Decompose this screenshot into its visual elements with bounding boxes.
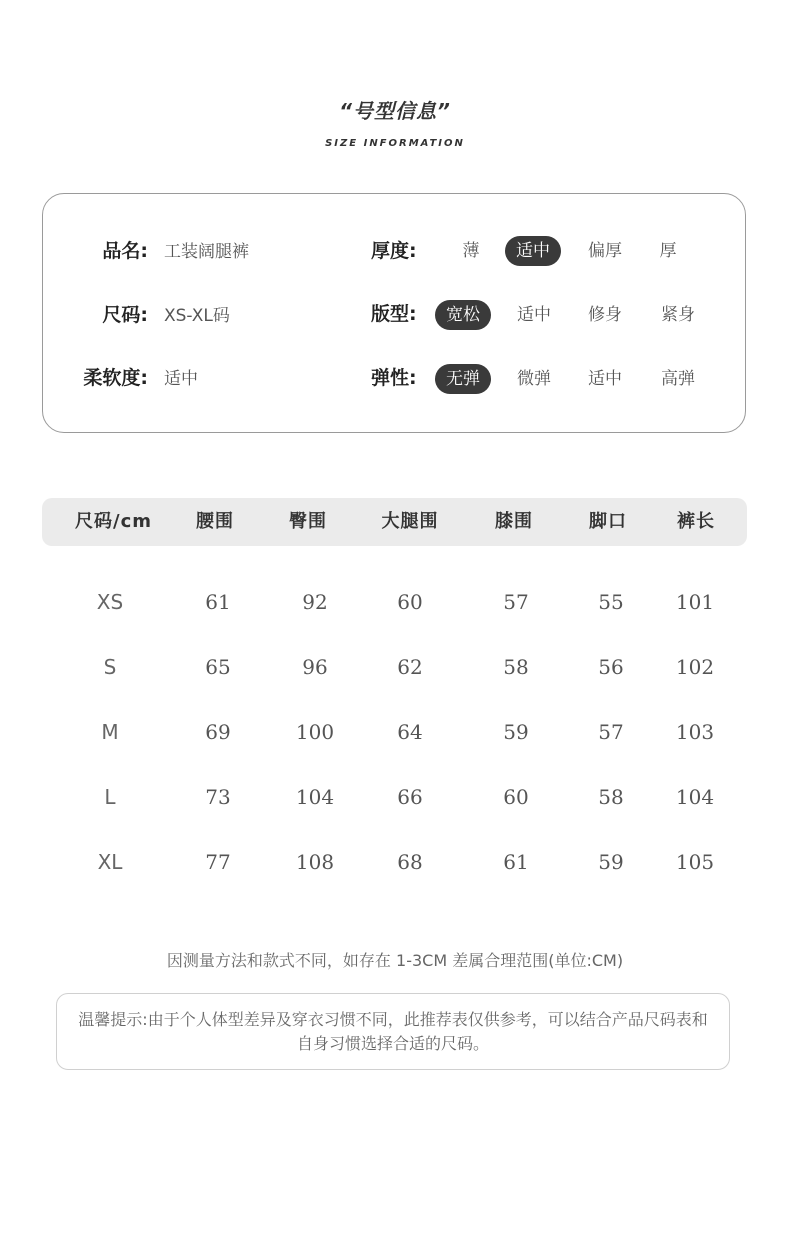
size-cell: XL xyxy=(97,850,123,874)
table-cell: 56 xyxy=(598,655,624,679)
table-cell: 101 xyxy=(675,590,715,614)
table-cell: 96 xyxy=(302,655,328,679)
size-cell: M xyxy=(101,720,119,744)
table-cell: 66 xyxy=(397,785,423,809)
header-hip: 臀围 xyxy=(289,511,327,532)
thickness-option: 偏厚 xyxy=(588,241,622,261)
table-cell: 64 xyxy=(397,720,423,744)
size-range-label: 尺码: xyxy=(102,304,148,326)
table-cell: 73 xyxy=(205,785,231,809)
softness-value: 适中 xyxy=(164,369,198,389)
size-cell: S xyxy=(103,655,117,679)
table-cell: 103 xyxy=(675,720,715,744)
table-cell: 60 xyxy=(397,590,423,614)
tip-text: 温馨提示:由于个人体型差异及穿衣习惯不同，此推荐表仅供参考，可以结合产品尺码表和自身习惯选择合适的尺码。 xyxy=(78,1010,708,1053)
table-cell: 59 xyxy=(598,850,624,874)
fit-option-selected: 宽松 xyxy=(435,300,491,330)
size-cell: L xyxy=(104,785,116,809)
product-name-value: 工装阔腿裤 xyxy=(164,242,249,262)
table-cell: 57 xyxy=(598,720,624,744)
size-range-value: XS-XL码 xyxy=(164,306,230,326)
fit-option: 修身 xyxy=(588,305,622,325)
product-name-label: 品名: xyxy=(102,240,148,262)
elasticity-option-selected: 无弹 xyxy=(435,364,491,394)
measurement-note: 因测量方法和款式不同，如存在 1-3CM 差属合理范围(单位:CM) xyxy=(166,951,624,970)
elasticity-label: 弹性: xyxy=(371,367,417,389)
fit-option: 适中 xyxy=(517,305,551,325)
table-cell: 60 xyxy=(503,785,529,809)
fit-label: 版型: xyxy=(371,303,417,325)
table-cell: 61 xyxy=(503,850,529,874)
table-cell: 104 xyxy=(295,785,335,809)
table-cell: 69 xyxy=(205,720,231,744)
table-cell: 61 xyxy=(205,590,231,614)
table-cell: 62 xyxy=(397,655,423,679)
header-size: 尺码/cm xyxy=(75,511,152,532)
table-cell: 102 xyxy=(675,655,715,679)
elasticity-option: 高弹 xyxy=(661,369,695,389)
table-cell: 58 xyxy=(503,655,529,679)
thickness-option: 厚 xyxy=(659,241,677,261)
table-cell: 92 xyxy=(302,590,328,614)
tip-card xyxy=(56,993,730,1070)
thickness-option: 薄 xyxy=(462,241,480,261)
table-cell: 68 xyxy=(397,850,423,874)
thickness-label: 厚度: xyxy=(371,240,417,262)
table-cell: 105 xyxy=(675,850,715,874)
header-thigh: 大腿围 xyxy=(381,511,439,532)
table-cell: 65 xyxy=(205,655,231,679)
fit-option: 紧身 xyxy=(661,305,695,325)
product-info-card xyxy=(42,193,746,433)
table-cell: 108 xyxy=(295,850,335,874)
header-leg-opening: 脚口 xyxy=(589,511,627,532)
elasticity-option: 适中 xyxy=(588,369,622,389)
table-cell: 58 xyxy=(598,785,624,809)
table-cell: 104 xyxy=(675,785,715,809)
table-cell: 100 xyxy=(295,720,335,744)
header-length: 裤长 xyxy=(677,511,715,532)
size-cell: XS xyxy=(96,590,124,614)
header-knee: 膝围 xyxy=(495,511,533,532)
header-waist: 腰围 xyxy=(196,511,234,532)
table-cell: 57 xyxy=(503,590,529,614)
size-table-header xyxy=(42,498,747,546)
table-cell: 55 xyxy=(598,590,624,614)
page-subtitle: SIZE INFORMATION xyxy=(325,138,465,149)
thickness-option-selected: 适中 xyxy=(505,236,561,266)
table-cell: 77 xyxy=(205,850,231,874)
elasticity-option: 微弹 xyxy=(517,369,551,389)
table-cell: 59 xyxy=(503,720,529,744)
page-title: “号型信息” xyxy=(339,99,451,123)
softness-label: 柔软度: xyxy=(83,367,148,389)
